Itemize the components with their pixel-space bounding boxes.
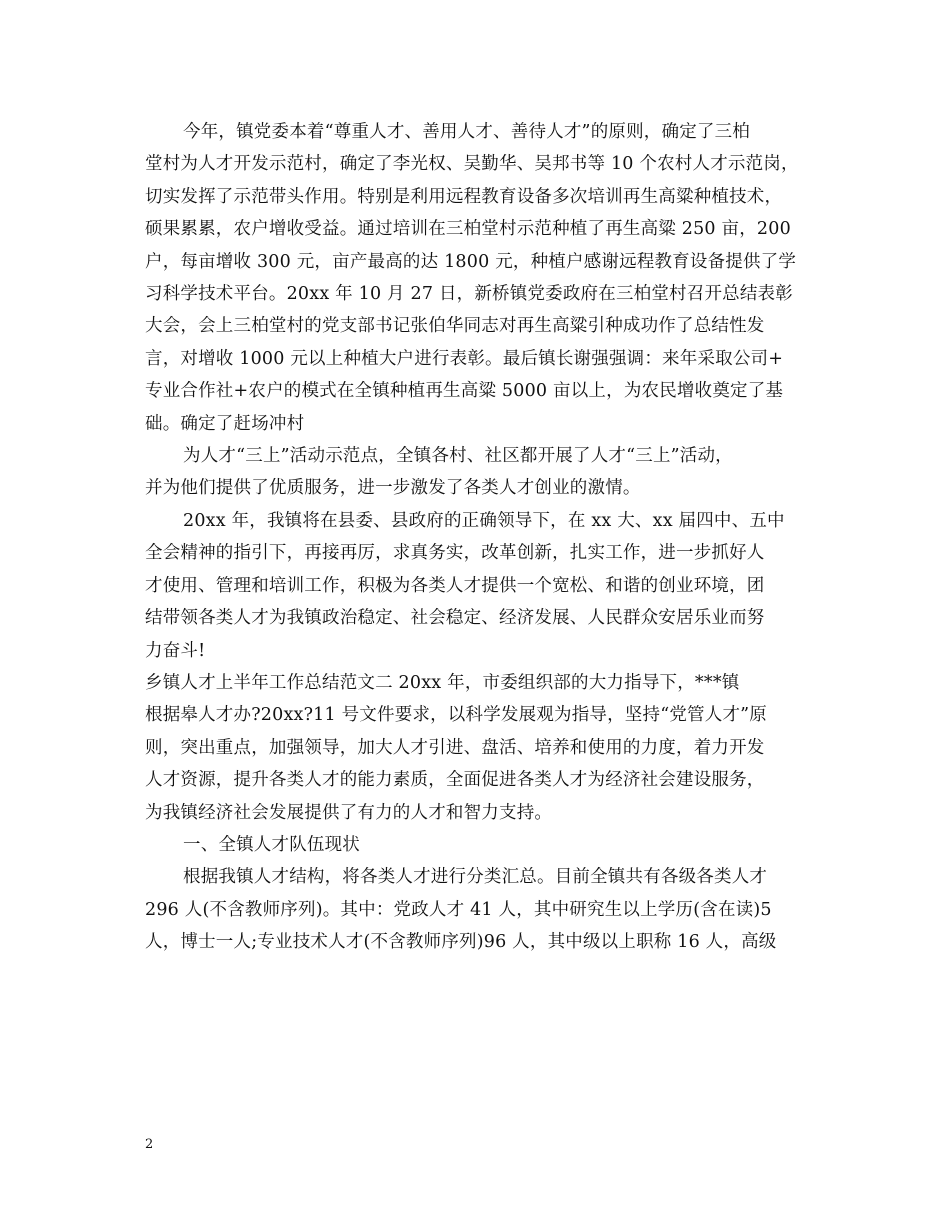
paragraph-talent-statistics: 根据我镇人才结构，将各类人才进行分类汇总。目前全镇共有各级各类人才 296 人(不含教师序列)。其中：党政人才 41 人，其中研究生以上学历(含在读)5 人，博士一人;专业技术人才(不含教师序列)96 人，其中级以上职称 16 人，高级 xyxy=(145,867,777,953)
paragraph-future-plan: 20xx 年，我镇将在县委、县政府的正确领导下，在 xx 大、xx 届四中、五中 全会精神的指引下，再接再厉，求真务实，改革创新，扎实工作，进一步抓好人 才使用、管理和培训工作，积极为各类人才提供一个宽松、和谐的创业环境，团 结带领各类人才为我镇政治稳定、社会稳定、经济发展、人民群众安居乐业而努 力奋斗! xyxy=(145,510,785,661)
paragraph-summary-two-intro: 乡镇人才上半年工作总结范文二 20xx 年，市委组织部的大力指导下，***镇 根据皋人才办?20xx?11 号文件要求，以科学发展观为指导，坚持“党管人才”原 则，突出重点，加强领导，加大人才引进、盘活、培养和使用的力度，着力开发 人才资源，提升各类人才的能力素质，全面促进各类人才为经济社会建设服务， 为我镇经济社会发展提供了有力的人才和智力支持。 xyxy=(145,672,767,823)
section-heading-talent-status: 一、全镇人才队伍现状 xyxy=(183,834,360,855)
paragraph-talent-demonstration: 今年，镇党委本着“尊重人才、善用人才、善待人才”的原则，确定了三柏 堂村为人才开发示范村，确定了李光权、吴勤华、吴邦书等 10 个农村人才示范岗， 切实发挥了示范带头作用。特别是利用远程教育设备多次培训再生高粱种植技术， 硕果累累，农户增收受益。通过培训在三柏堂村示范种植了再生高粱 250 亩，200 户，每亩增收 300 元，亩产最高的达 1800 元，种植户感谢远程教育设备提供了学 习科学技术平台。20xx 年 10 月 27 日，新桥镇党委政府在三柏堂村召开总结表彰 大会，会上三柏堂村的党支部书记张伯华同志对再生高粱引种成功作了总结性发 言，对增收 1000 元以上种植大户进行表彰。最后镇长谢强强调：来年采取公司+ 专业合作社+农户的模式在全镇种植再生高粱 5000 亩以上，为农民增收奠定了基 础。确定了赶场冲村 xyxy=(145,122,799,434)
page-number: 2 xyxy=(145,1137,154,1152)
document-body xyxy=(145,116,810,959)
paragraph-three-up-activity: 为人才“三上”活动示范点，全镇各村、社区都开展了人才“三上”活动， 并为他们提供了优质服务，进一步激发了各类人才创业的激情。 xyxy=(145,446,733,499)
